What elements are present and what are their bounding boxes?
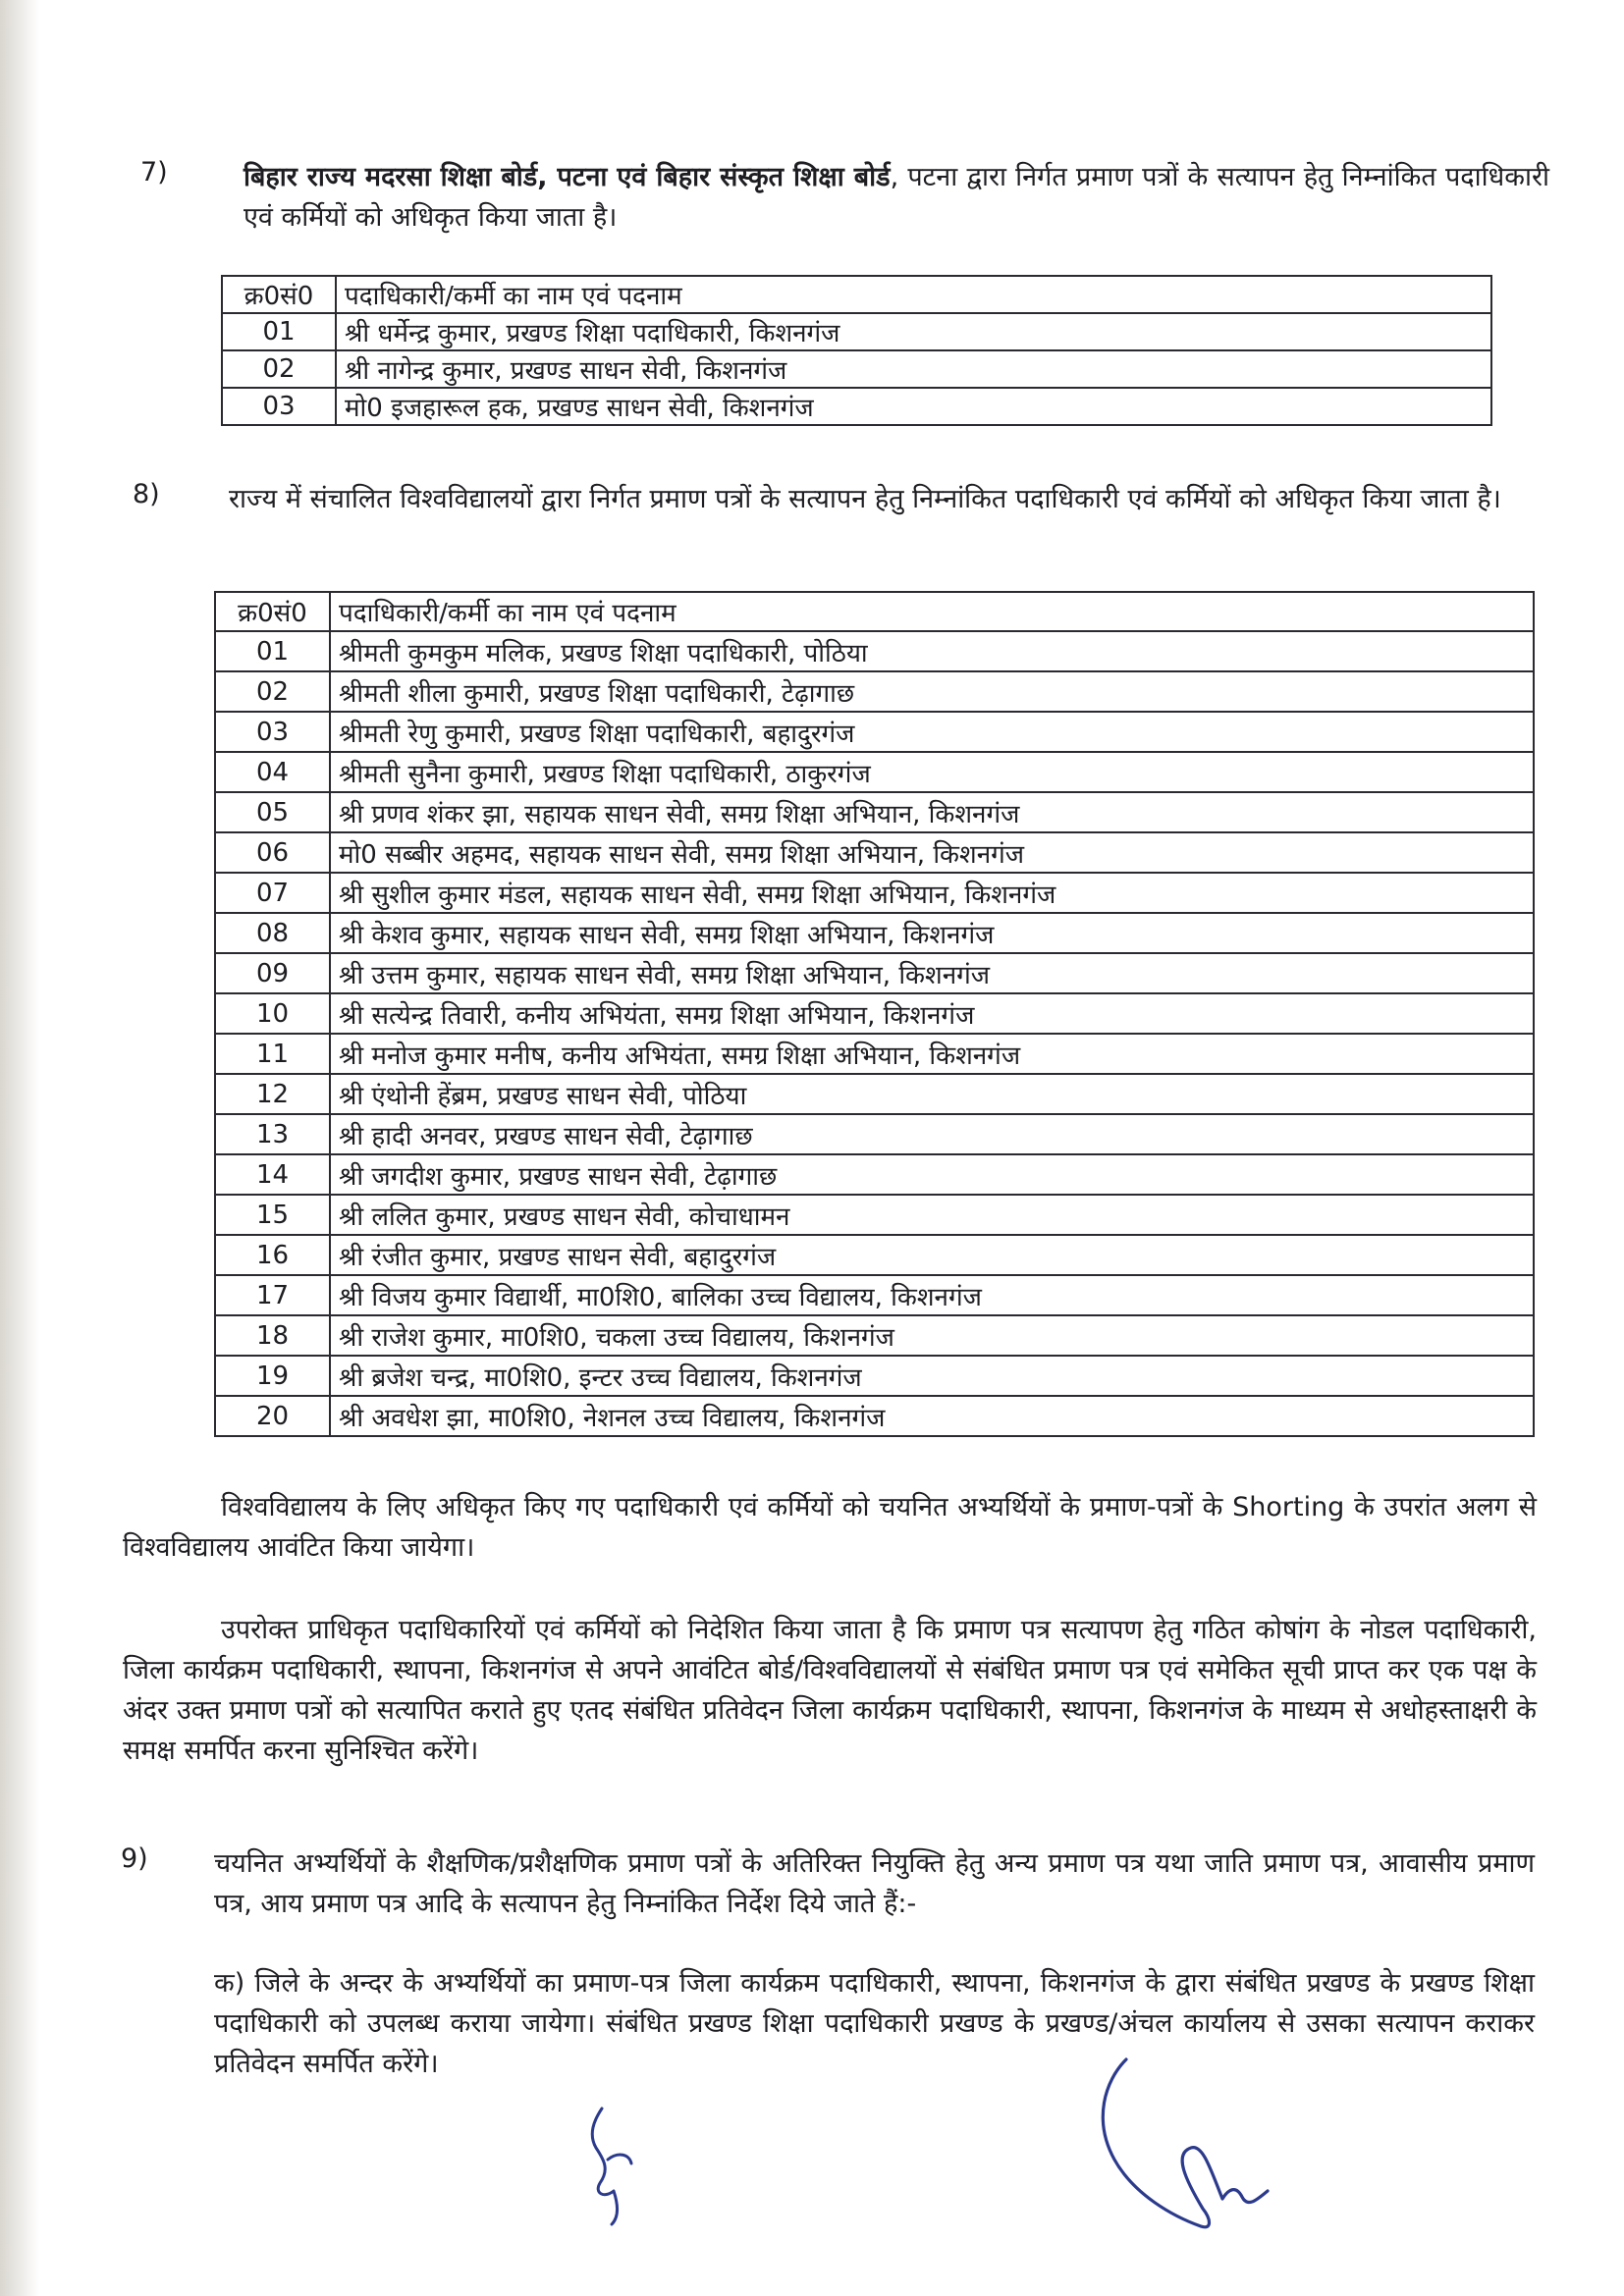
table-row — [215, 1114, 1534, 1154]
table-row — [222, 388, 1491, 425]
serial-cell: 14 — [215, 1154, 330, 1195]
instructions-paragraph: उपरोक्त प्राधिकृत पदाधिकारियों एवं कर्मियों को निदेशित किया जाता है कि प्रमाण पत्र सत्यापण हेतु गठित कोषांग के नोडल पदाधिकारी, जिला कार्यक्रम पदाधिकारी, स्थापना, किशनगंज से अपने आवंटित बोर्ड/विश्वविद्यालयों से संबंधित प्रमाण पत्र एवं समेकित सूची प्राप्त कर एक पक्ष के अंदर उक्त प्रमाण पत्रों को सत्यापित कराते हुए एतद संबंधित प्रतिवेदन जिला कार्यक्रम पदाधिकारी, स्थापना, किशनगंज के माध्यम से अधोहस्ताक्षरी के समक्ष समर्पित करना सुनिश्चित करेंगे। — [123, 1615, 1537, 1766]
name-cell: श्री विजय कुमार विद्यार्थी, मा0शि0, बालिका उच्च विद्यालय, किशनगंज — [330, 1275, 1534, 1315]
section-8-number: 8) — [133, 479, 160, 509]
name-cell: श्री राजेश कुमार, मा0शि0, चकला उच्च विद्यालय, किशनगंज — [330, 1315, 1534, 1356]
serial-cell: 09 — [215, 953, 330, 993]
table-header-row — [222, 276, 1491, 313]
serial-cell: 02 — [222, 350, 336, 388]
table-row — [215, 1315, 1534, 1356]
section-9-number: 9) — [121, 1843, 148, 1874]
section-9-sub-ka: क) जिले के अन्दर के अभ्यर्थियों का प्रमाण-पत्र जिला कार्यक्रम पदाधिकारी, स्थापना, किशनगंज के द्वारा संबंधित प्रखण्ड के प्रखण्ड शिक्षा पदाधिकारी को उपलब्ध कराया जायेगा। संबंधित प्रखण्ड शिक्षा पदाधिकारी प्रखण्ड के प्रखण्ड/अंचल कार्यालय से उसका सत्यापन कराकर प्रतिवेदन समर्पित करेंगे। — [214, 1968, 1535, 2079]
serial-cell: 11 — [215, 1034, 330, 1074]
name-cell: श्री रंजीत कुमार, प्रखण्ड साधन सेवी, बहादुरगंज — [330, 1235, 1534, 1275]
serial-cell: 07 — [215, 873, 330, 913]
table-row — [215, 1275, 1534, 1315]
name-cell: श्री ललित कुमार, प्रखण्ड साधन सेवी, कोचाधामन — [330, 1195, 1534, 1235]
serial-cell: 01 — [215, 631, 330, 671]
table-row — [215, 1074, 1534, 1114]
section-7-number: 7) — [140, 157, 168, 187]
table-row — [215, 1154, 1534, 1195]
initials-signature — [574, 2101, 653, 2228]
name-cell: श्रीमती सुनैना कुमारी, प्रखण्ड शिक्षा पदाधिकारी, ठाकुरगंज — [330, 752, 1534, 792]
header-serial: क्र0सं0 — [215, 592, 330, 631]
serial-cell: 18 — [215, 1315, 330, 1356]
serial-cell: 15 — [215, 1195, 330, 1235]
name-cell: श्रीमती कुमकुम मलिक, प्रखण्ड शिक्षा पदाधिकारी, पोठिया — [330, 631, 1534, 671]
table-header-row — [215, 592, 1534, 631]
serial-cell: 12 — [215, 1074, 330, 1114]
header-name: पदाधिकारी/कर्मी का नाम एवं पदनाम — [336, 276, 1491, 313]
table-row — [215, 1034, 1534, 1074]
name-cell: श्री मनोज कुमार मनीष, कनीय अभियंता, समग्र शिक्षा अभियान, किशनगंज — [330, 1034, 1534, 1074]
serial-cell: 13 — [215, 1114, 330, 1154]
name-cell: श्री धर्मेन्द्र कुमार, प्रखण्ड शिक्षा पदाधिकारी, किशनगंज — [336, 313, 1491, 350]
name-cell: श्री सत्येन्द्र तिवारी, कनीय अभियंता, समग्र शिक्षा अभियान, किशनगंज — [330, 993, 1534, 1034]
name-cell: श्री केशव कुमार, सहायक साधन सेवी, समग्र शिक्षा अभियान, किशनगंज — [330, 913, 1534, 953]
section-8-table — [214, 591, 1535, 1437]
table-row — [222, 350, 1491, 388]
section-7-table — [221, 275, 1492, 426]
serial-cell: 08 — [215, 913, 330, 953]
name-cell: श्री हादी अनवर, प्रखण्ड साधन सेवी, टेढ़ागाछ — [330, 1114, 1534, 1154]
section-9-text: चयनित अभ्यर्थियों के शैक्षणिक/प्रशैक्षणिक प्रमाण पत्रों के अतिरिक्त नियुक्ति हेतु अन्य प्रमाण पत्र यथा जाति प्रमाण पत्र, आवासीय प्रमाण पत्र, आय प्रमाण पत्र आदि के सत्यापन हेतु निम्नांकित निर्देश दिये जाते हैं:- — [214, 1848, 1535, 1919]
table-row — [215, 1396, 1534, 1436]
name-cell: श्री अवधेश झा, मा0शि0, नेशनल उच्च विद्यालय, किशनगंज — [330, 1396, 1534, 1436]
name-cell: श्रीमती रेणु कुमारी, प्रखण्ड शिक्षा पदाधिकारी, बहादुरगंज — [330, 712, 1534, 752]
serial-cell: 01 — [222, 313, 336, 350]
name-cell: मो0 इजहारूल हक, प्रखण्ड साधन सेवी, किशनगंज — [336, 388, 1491, 425]
serial-cell: 10 — [215, 993, 330, 1034]
name-cell: मो0 सब्बीर अहमद, सहायक साधन सेवी, समग्र शिक्षा अभियान, किशनगंज — [330, 832, 1534, 873]
table-row — [222, 313, 1491, 350]
serial-cell: 06 — [215, 832, 330, 873]
page-edge-shadow — [0, 0, 39, 2296]
table-row — [215, 752, 1534, 792]
table-row — [215, 953, 1534, 993]
name-cell: श्री प्रणव शंकर झा, सहायक साधन सेवी, समग्र शिक्षा अभियान, किशनगंज — [330, 792, 1534, 832]
header-serial: क्र0सं0 — [222, 276, 336, 313]
serial-cell: 02 — [215, 671, 330, 712]
name-cell: श्री सुशील कुमार मंडल, सहायक साधन सेवी, समग्र शिक्षा अभियान, किशनगंज — [330, 873, 1534, 913]
header-name: पदाधिकारी/कर्मी का नाम एवं पदनाम — [330, 592, 1534, 631]
serial-cell: 20 — [215, 1396, 330, 1436]
officer-signature — [1075, 2052, 1301, 2238]
table-row — [215, 1235, 1534, 1275]
section-7-rest: , पटना द्वारा निर्गत प्रमाण पत्रों के सत्यापन हेतु निम्नांकित पदाधिकारी एवं कर्मियों को अधिकृत किया जाता है। — [244, 162, 1549, 233]
table-row — [215, 913, 1534, 953]
section-7-bold-lead: बिहार राज्य मदरसा शिक्षा बोर्ड, पटना एवं बिहार संस्कृत शिक्षा बोर्ड — [244, 162, 891, 192]
name-cell: श्री नागेन्द्र कुमार, प्रखण्ड साधन सेवी, किशनगंज — [336, 350, 1491, 388]
table-row — [215, 792, 1534, 832]
name-cell: श्री एंथोनी हेंब्रम, प्रखण्ड साधन सेवी, पोठिया — [330, 1074, 1534, 1114]
serial-cell: 03 — [215, 712, 330, 752]
table-row — [215, 712, 1534, 752]
table-row — [215, 873, 1534, 913]
name-cell: श्रीमती शीला कुमारी, प्रखण्ड शिक्षा पदाधिकारी, टेढ़ागाछ — [330, 671, 1534, 712]
serial-cell: 05 — [215, 792, 330, 832]
serial-cell: 19 — [215, 1356, 330, 1396]
serial-cell: 17 — [215, 1275, 330, 1315]
serial-cell: 03 — [222, 388, 336, 425]
name-cell: श्री उत्तम कुमार, सहायक साधन सेवी, समग्र शिक्षा अभियान, किशनगंज — [330, 953, 1534, 993]
table-row — [215, 993, 1534, 1034]
serial-cell: 16 — [215, 1235, 330, 1275]
table-row — [215, 832, 1534, 873]
section-7-text — [244, 157, 1549, 238]
table-row — [215, 671, 1534, 712]
name-cell: श्री ब्रजेश चन्द्र, मा0शि0, इन्टर उच्च विद्यालय, किशनगंज — [330, 1356, 1534, 1396]
serial-cell: 04 — [215, 752, 330, 792]
section-8-text: राज्य में संचालित विश्वविद्यालयों द्वारा निर्गत प्रमाण पत्रों के सत्यापन हेतु निम्नांकित पदाधिकारी एवं कर्मियों को अधिकृत किया जाता है। — [229, 484, 1501, 514]
table-row — [215, 1356, 1534, 1396]
table-row — [215, 631, 1534, 671]
university-allocation-paragraph: विश्वविद्यालय के लिए अधिकृत किए गए पदाधिकारी एवं कर्मियों को चयनित अभ्यर्थियों के प्रमाण-पत्रों के Shorting के उपरांत अलग से विश्वविद्यालय आवंटित किया जायेगा। — [123, 1492, 1537, 1563]
table-row — [215, 1195, 1534, 1235]
name-cell: श्री जगदीश कुमार, प्रखण्ड साधन सेवी, टेढ़ागाछ — [330, 1154, 1534, 1195]
